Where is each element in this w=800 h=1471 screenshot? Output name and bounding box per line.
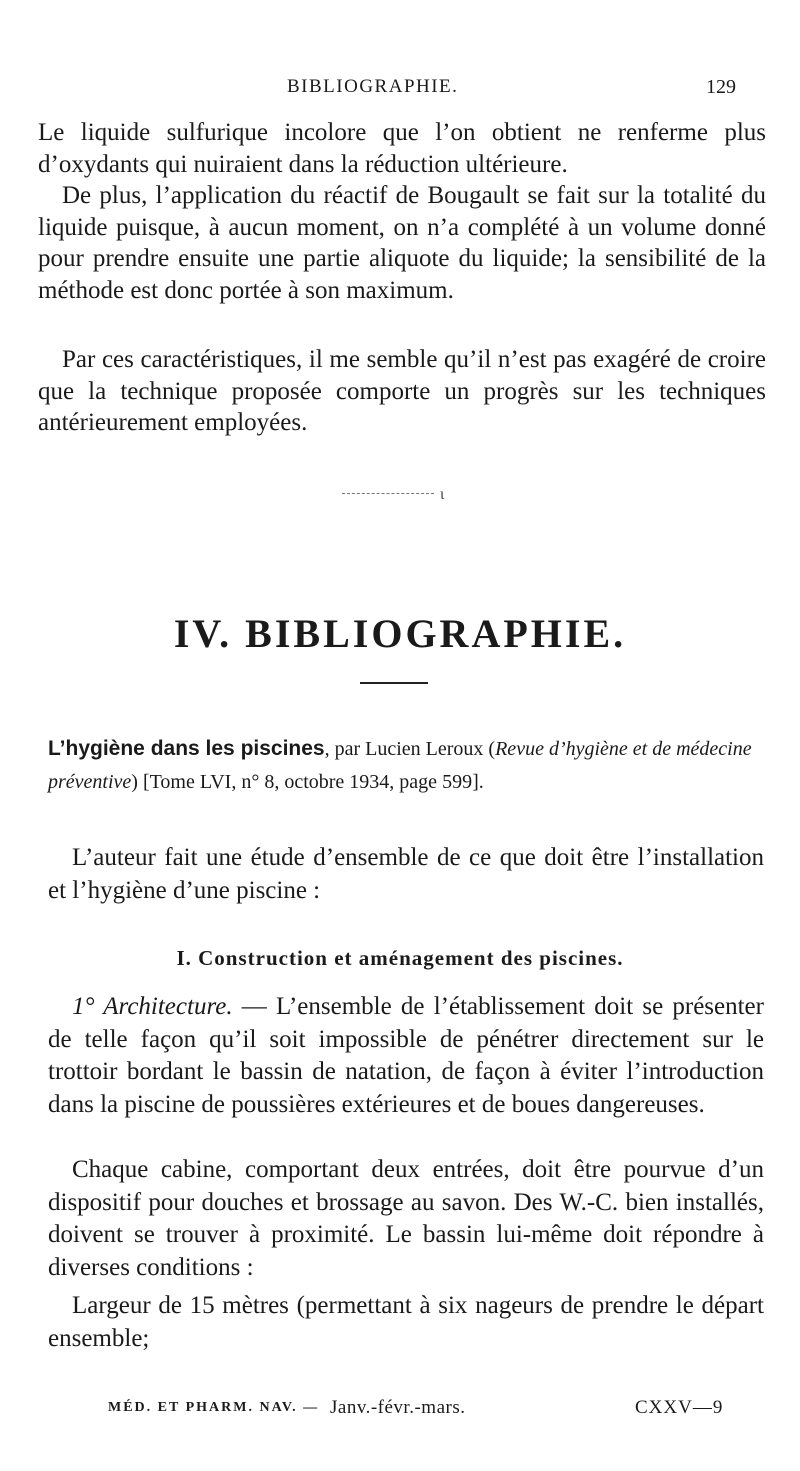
running-head-title: BIBLIOGRAPHIE. (287, 76, 459, 97)
journal-name: Revue d’hygiène et de médecine préventive (48, 738, 752, 793)
subheading: I. Construction et aménagement des piscines. (176, 946, 624, 970)
footer-issue: Janv.-févr.-mars. (330, 1397, 466, 1418)
bibliography-entry (48, 732, 764, 799)
section-title: IV. BIBLIOGRAPHIE. (173, 611, 627, 656)
paragraph-intro: L’auteur fait une étude d’ensemble de ce que doit être l’installation et l’hygiène d’une piscine : (48, 844, 764, 904)
paragraph-sulfuric-liquid: Le liquide sulfurique incolore que l’on obtient ne renferme plus d’oxydants qui nuiraient dans la réduction ultérieure. (38, 119, 766, 178)
footer-signature: CXXV—9 (635, 1397, 724, 1418)
article-author: , par Lucien Leroux ( (324, 738, 496, 760)
paragraph-width-condition: Largeur de 15 mètres (permettant à six nageurs de prendre le départ ensemble; (48, 1292, 764, 1352)
architecture-label: 1° Architecture. (72, 993, 233, 1020)
section-rule (360, 682, 428, 684)
paragraph-cabins: Chaque cabine, comportant deux entrées, doit être pourvue d’un dispositif pour douches et brossage au savon. Des W.-C. bien installés, doivent se trouver à proximité. Le bassin lui-même doit répondre à diverses conditions : (48, 1156, 764, 1281)
separator-dashes (342, 493, 434, 494)
architecture-text: — L’ensemble de l’établissement doit se présenter de telle façon qu’il soit impossible de pénétrer directement sur le trottoir bordant le bassin de natation, de façon à éviter l’introduction dans la piscine de poussières extérieures et de boues dangereuses. (48, 993, 764, 1118)
paragraph-conclusion: Par ces caractéristiques, il me semble qu’il n’est pas exagéré de croire que la technique proposée comporte un progrès sur les techniques antérieurement employées. (38, 346, 766, 436)
paragraph-bougault-reagent: De plus, l’application du réactif de Bougault se fait sur la totalité du liquide puisque, à aucun moment, on n’a complété à un volume donné pour prendre ensuite une partie aliquote du liquide; la sensibilité de la méthode est donc portée à son maximum. (38, 182, 766, 304)
publication-details: ) [Tome LVI, n° 8, octobre 1934, page 599]. (131, 771, 484, 793)
separator-mark: ι (440, 486, 445, 503)
footer-journal: MÉD. ET PHARM. NAV. — (108, 1400, 320, 1415)
page-footer (0, 1396, 800, 1426)
paragraph-architecture (48, 991, 764, 1121)
page-number: 129 (706, 76, 736, 98)
separator-ornament (342, 486, 456, 503)
running-head (0, 72, 800, 102)
article-title: L’hygiène dans les piscines (48, 737, 325, 760)
